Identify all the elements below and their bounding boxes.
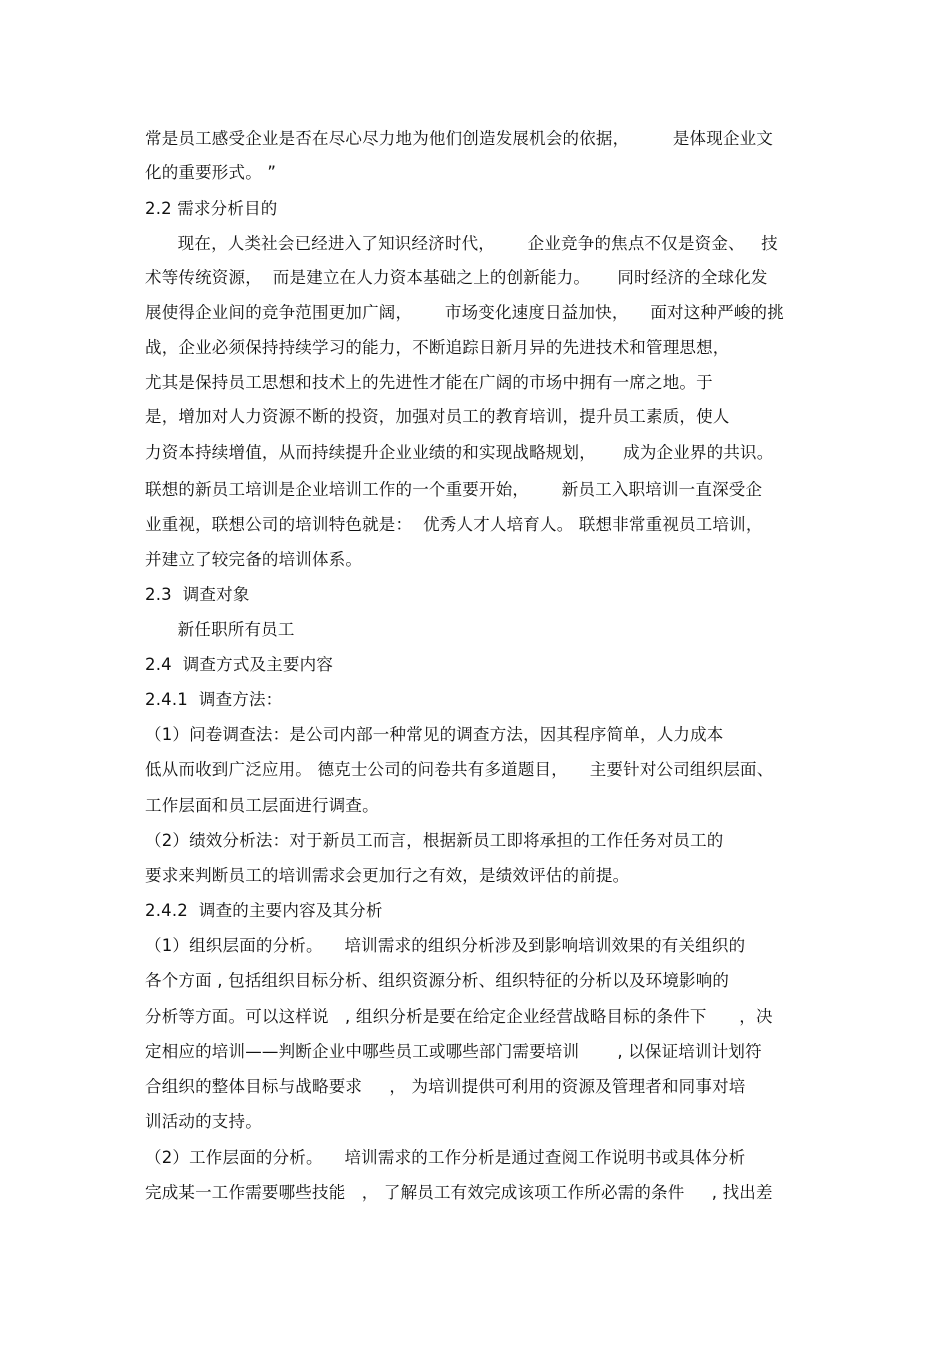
- paragraph-line: 常是员工感受企业是否在尽心尽力地为他们创造发展机会的依据， 是体现企业文: [145, 129, 774, 148]
- paragraph-line: 定相应的培训——判断企业中哪些员工或哪些部门需要培训 , 以保证培训计划符: [145, 1042, 762, 1061]
- paragraph-line: 联想的新员工培训是企业培训工作的一个重要开始， 新员工入职培训一直深受企: [145, 480, 763, 499]
- paragraph-line: 低从而收到广泛应用。 德克士公司的问卷共有多道题目， 主要针对公司组织层面、: [145, 760, 774, 779]
- paragraph-line: 业重视，联想公司的培训特色就是： 优秀人才人培育人。 联想非常重视员工培训，: [145, 515, 763, 534]
- subsection-heading: 2.4.1 调查方法：: [145, 690, 283, 709]
- paragraph-line: 战，企业必须保持持续学习的能力，不断追踪日新月异的先进技术和管理思想，: [145, 338, 730, 357]
- paragraph-line: 力资本持续增值，从而持续提升企业业绩的和实现战略规划， 成为企业界的共识。: [145, 443, 774, 462]
- paragraph-line: 尤其是保持员工思想和技术上的先进性才能在广阔的市场中拥有一席之地。于: [145, 373, 713, 392]
- paragraph-line: （1）组织层面的分析。 培训需求的组织分析涉及到影响培训效果的有关组织的: [145, 936, 746, 955]
- paragraph-line: 术等传统资源， 而是建立在人力资本基础之上的创新能力。 同时经济的全球化发: [145, 268, 768, 287]
- paragraph-line: （2）绩效分析法：对于新员工而言，根据新员工即将承担的工作任务对员工的: [145, 831, 724, 850]
- paragraph-line: 现在，人类社会已经进入了知识经济时代， 企业竞争的焦点不仅是资金、 技: [145, 234, 778, 253]
- paragraph-line: 各个方面 , 包括组织目标分析、组织资源分析、组织特征的分析以及环境影响的: [145, 971, 730, 990]
- paragraph-line: 训活动的支持。: [145, 1112, 262, 1131]
- paragraph-line: 完成某一工作需要哪些技能 ， 了解员工有效完成该项工作所必需的条件 , 找出差: [145, 1183, 773, 1202]
- paragraph-line: 展使得企业间的竞争范围更加广阔， 市场变化速度日益加快， 面对这种严峻的挑: [145, 303, 784, 322]
- paragraph-line: 合组织的整体目标与战略要求 ， 为培训提供可利用的资源及管理者和同事对培: [145, 1077, 746, 1096]
- paragraph-line: 并建立了较完备的培训体系。: [145, 550, 363, 569]
- section-heading: 2.3 调查对象: [145, 585, 250, 604]
- paragraph-line: 分析等方面。可以这样说 , 组织分析是要在给定企业经营战略目标的条件下 ，决: [145, 1007, 773, 1026]
- section-heading: 2.2 需求分析目的: [145, 199, 278, 218]
- paragraph-line: 工作层面和员工层面进行调查。: [145, 796, 379, 815]
- subsection-heading: 2.4.2 调查的主要内容及其分析: [145, 901, 383, 920]
- paragraph-line: 新任职所有员工: [145, 620, 295, 639]
- paragraph-line: 是，增加对人力资源不断的投资，加强对员工的教育培训，提升员工素质，使人: [145, 407, 730, 426]
- paragraph-line: 化的重要形式。 ”: [145, 163, 277, 182]
- paragraph-line: （2）工作层面的分析。 培训需求的工作分析是通过查阅工作说明书或具体分析: [145, 1148, 746, 1167]
- section-heading: 2.4 调查方式及主要内容: [145, 655, 334, 674]
- paragraph-line: （1）问卷调查法：是公司内部一种常见的调查方法，因其程序简单，人力成本: [145, 725, 724, 744]
- paragraph-line: 要求来判断员工的培训需求会更加行之有效，是绩效评估的前提。: [145, 866, 630, 885]
